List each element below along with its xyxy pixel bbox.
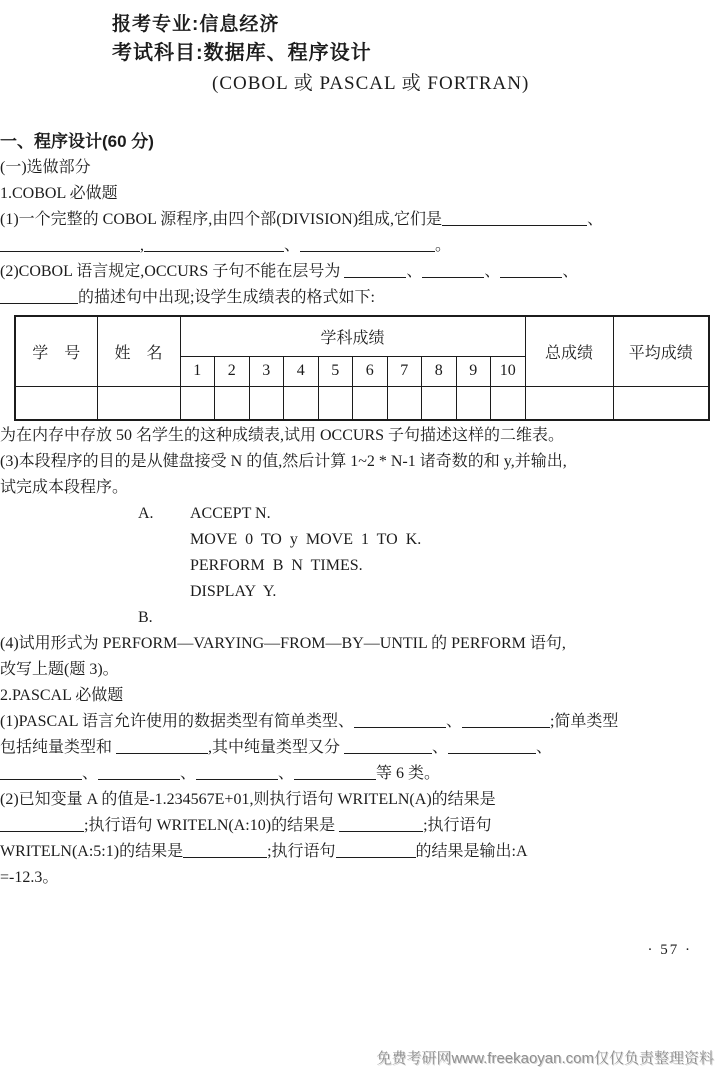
- code-line: DISPLAY Y.: [190, 583, 277, 600]
- watermark: 免费考研网www.freekaoyan.com仅仅负责整理资料: [376, 1050, 714, 1067]
- subject-number: 4: [284, 356, 319, 386]
- blank-line: [294, 765, 376, 780]
- empty-cell: [284, 386, 319, 420]
- empty-cell: [249, 386, 284, 420]
- question-text: 的描述句中出现;设学生成绩表的格式如下:: [78, 289, 375, 306]
- blank-line: [448, 739, 536, 754]
- question-text: 、: [406, 263, 423, 280]
- blank-line: [344, 739, 432, 754]
- exam-body: [0, 129, 722, 891]
- blank-line: [0, 289, 78, 304]
- empty-cell: [180, 386, 215, 420]
- blank-line: [0, 817, 84, 832]
- blank-line: [0, 765, 82, 780]
- pascal-q2-line3: [0, 839, 722, 865]
- score-table: [14, 315, 710, 421]
- cobol-q3-line1: (3)本段程序的目的是从健盘接受 N 的值,然后计算 1~2 * N-1 诸奇数的和 y,并输出,: [0, 453, 567, 470]
- empty-cell: [422, 386, 457, 420]
- pascal-heading: 2.PASCAL 必做题: [0, 687, 124, 704]
- code-option-a: [138, 501, 722, 605]
- blank-line: [196, 765, 278, 780]
- pascal-q2-line1: (2)已知变量 A 的值是-1.234567E+01,则执行语句 WRITELN(A)的结果是: [0, 791, 496, 808]
- question-text: 、: [284, 237, 301, 254]
- question-text: (1)一个完整的 COBOL 源程序,由四个部(DIVISION)组成,它们是: [0, 211, 443, 228]
- blank-line: [144, 237, 284, 252]
- question-text: 、: [180, 765, 197, 782]
- language-options-line: (COBOL 或 PASCAL 或 FORTRAN): [212, 73, 530, 94]
- cobol-q4-line1: (4)试用形式为 PERFORM—VARYING—FROM—BY—UNTIL 的 PERFORM 语句,: [0, 635, 566, 652]
- cobol-q3-line2: 试完成本段程序。: [0, 479, 129, 496]
- blank-line: [442, 211, 587, 226]
- subject-number: 7: [387, 356, 422, 386]
- blank-line: [183, 843, 267, 858]
- question-text: 、: [432, 739, 449, 756]
- subject-number: 10: [491, 356, 526, 386]
- question-text: 、: [484, 263, 501, 280]
- question-text: 、: [445, 713, 462, 730]
- question-text: ;简单类型: [549, 713, 619, 730]
- major-line: 报考专业:信息经济: [112, 14, 280, 35]
- code-lines: [190, 501, 421, 605]
- blank-line: [344, 263, 406, 278]
- cobol-q4-line2: 改写上题(题 3)。: [0, 661, 119, 678]
- question-text: ,: [140, 237, 144, 254]
- empty-cell: [97, 386, 180, 420]
- question-text: 的结果是输出:A: [415, 843, 528, 860]
- subject-number: 1: [180, 356, 215, 386]
- code-line: PERFORM B N TIMES.: [190, 557, 363, 574]
- blank-line: [336, 843, 416, 858]
- cobol-q1-line2: [0, 233, 722, 259]
- blank-line: [462, 713, 550, 728]
- pascal-q1-line1: [0, 709, 722, 735]
- blank-line: [0, 237, 140, 252]
- blank-line: [116, 739, 208, 754]
- option-a-label: A.: [138, 505, 154, 522]
- exam-header: [0, 0, 722, 99]
- question-text: 、: [587, 211, 604, 228]
- question-text: ,其中纯量类型又分: [208, 739, 345, 756]
- option-b-label: B.: [138, 609, 153, 626]
- empty-cell: [491, 386, 526, 420]
- blank-line: [98, 765, 180, 780]
- subject-number: 8: [422, 356, 457, 386]
- question-text: ;执行语句 WRITELN(A:10)的结果是: [84, 817, 340, 834]
- empty-cell: [15, 386, 97, 420]
- question-text: ;执行语句: [267, 843, 336, 860]
- question-text: 、: [536, 739, 553, 756]
- subject-number: 5: [318, 356, 353, 386]
- subject-number: 9: [456, 356, 491, 386]
- cobol-heading: 1.COBOL 必做题: [0, 185, 118, 202]
- blank-line: [422, 263, 484, 278]
- blank-line: [500, 263, 562, 278]
- subject-line: 考试科目:数据库、程序设计: [112, 42, 372, 64]
- empty-cell: [613, 386, 709, 420]
- empty-cell: [318, 386, 353, 420]
- question-text: 等 6 类。: [376, 765, 441, 782]
- question-text: ;执行语句: [423, 817, 492, 834]
- page-number: · 57 ·: [647, 942, 692, 958]
- code-line: ACCEPT N.: [190, 505, 271, 522]
- pascal-q1-line2: [0, 735, 722, 761]
- empty-cell: [525, 386, 613, 420]
- cobol-q2-line1: [0, 259, 722, 285]
- code-line: MOVE 0 TO y MOVE 1 TO K.: [190, 531, 422, 548]
- cobol-q2-line2: [0, 285, 722, 311]
- question-text: 、: [82, 765, 99, 782]
- subject-number: 6: [353, 356, 388, 386]
- empty-cell: [456, 386, 491, 420]
- question-text: WRITELN(A:5:1)的结果是: [0, 843, 184, 860]
- empty-cell: [387, 386, 422, 420]
- table-note: 为在内存中存放 50 名学生的这种成绩表,试用 OCCURS 子句描述这样的二维表。: [0, 427, 565, 444]
- col-header-name: 姓 名: [97, 316, 180, 386]
- question-text: 、: [278, 765, 295, 782]
- empty-cell: [215, 386, 250, 420]
- subject-number: 3: [249, 356, 284, 386]
- col-header-subject-scores: 学科成绩: [180, 316, 525, 356]
- section-title: 一、程序设计(60 分): [0, 132, 154, 151]
- pascal-q1-line3: [0, 761, 722, 787]
- question-text: (2)COBOL 语言规定,OCCURS 子句不能在层号为: [0, 263, 345, 280]
- col-header-total: 总成绩: [525, 316, 613, 386]
- blank-line: [354, 713, 446, 728]
- question-text: 包括纯量类型和: [0, 739, 117, 756]
- subject-number: 2: [215, 356, 250, 386]
- question-text: (1)PASCAL 语言允许使用的数据类型有简单类型、: [0, 713, 354, 730]
- blank-line: [339, 817, 423, 832]
- pascal-q2-line4: =-12.3。: [0, 869, 59, 886]
- question-text: 、: [562, 263, 579, 280]
- empty-cell: [353, 386, 388, 420]
- cobol-code-block: [138, 501, 722, 631]
- col-header-average: 平均成绩: [613, 316, 709, 386]
- pascal-q2-line2: [0, 813, 722, 839]
- empty-table-row: [15, 386, 709, 420]
- blank-line: [300, 237, 435, 252]
- col-header-student-id: 学 号: [15, 316, 97, 386]
- question-text: 。: [435, 237, 452, 254]
- section-subtitle: (一)选做部分: [0, 159, 91, 176]
- cobol-q1-line1: [0, 207, 722, 233]
